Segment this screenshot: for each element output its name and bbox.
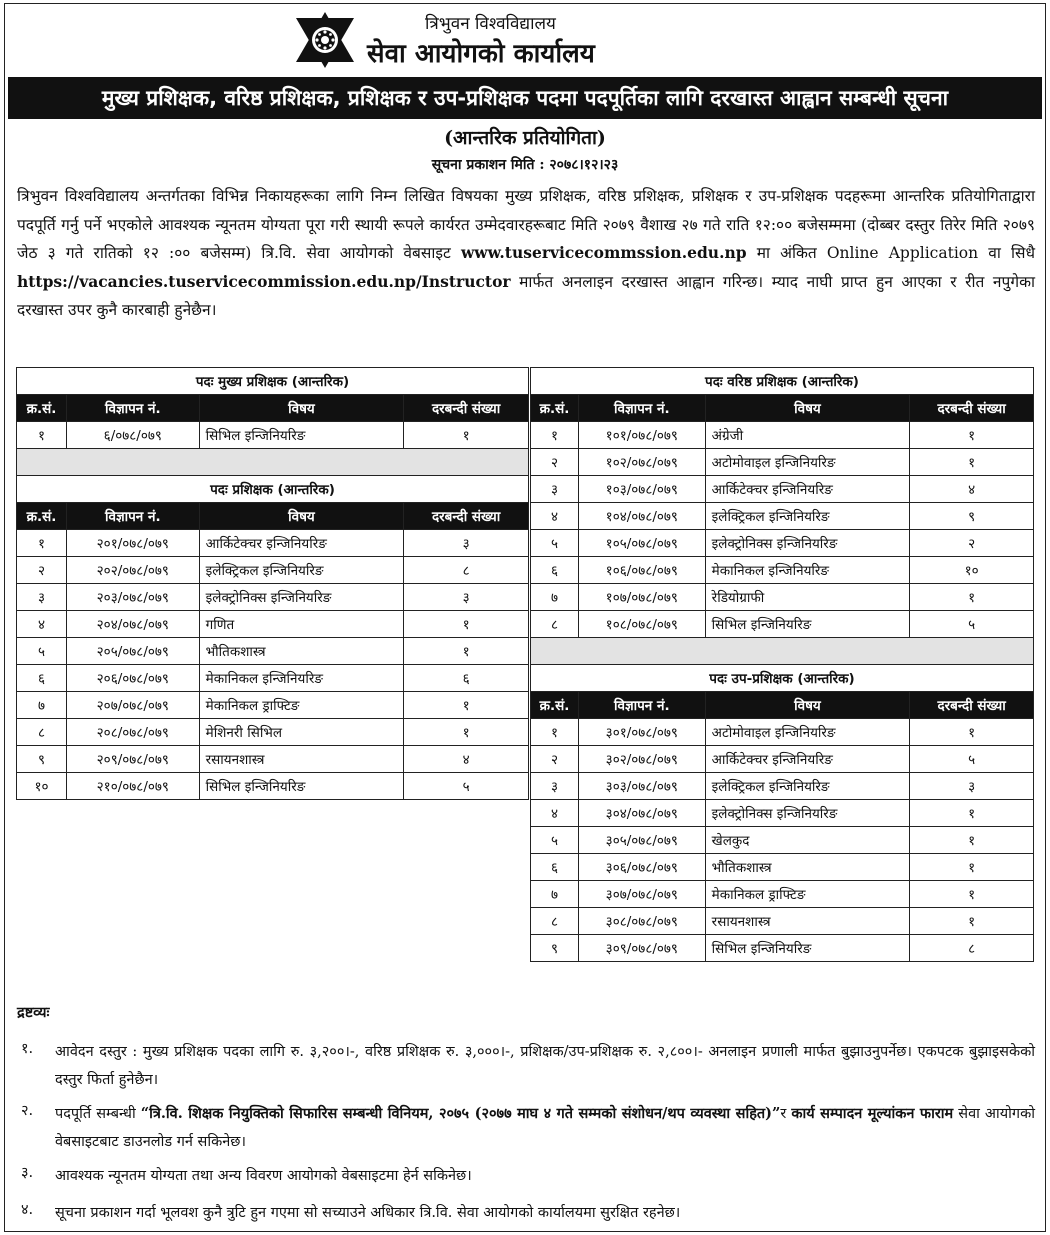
col-posts-header: दरबन्दी संख्या [910, 692, 1034, 719]
ad-number-cell: १०७/०७८/०७९ [578, 584, 705, 611]
table-row [531, 773, 1034, 800]
note-number: ४. [21, 1202, 34, 1218]
posts-cell: १ [404, 611, 529, 638]
table-row [17, 746, 529, 773]
posts-cell: ८ [404, 557, 529, 584]
ad-number-cell: ३०८/०७८/०७९ [578, 908, 705, 935]
col-posts-header: दरबन्दी संख्या [910, 395, 1034, 422]
table-row [531, 476, 1034, 503]
serial-cell: २ [17, 557, 67, 584]
table-row [531, 746, 1034, 773]
col-subject-header: विषय [199, 395, 404, 422]
serial-cell: २ [531, 449, 579, 476]
serial-cell: ९ [531, 935, 579, 962]
serial-cell: ३ [531, 476, 579, 503]
column-header-row [17, 503, 529, 530]
posts-cell: ३ [404, 530, 529, 557]
note-text [55, 1100, 1035, 1156]
ad-number-cell: ३०२/०७८/०७९ [578, 746, 705, 773]
serial-cell: ४ [17, 611, 67, 638]
serial-cell: ८ [17, 719, 67, 746]
serial-cell: ४ [531, 503, 579, 530]
col-posts-header: दरबन्दी संख्या [404, 503, 529, 530]
table-row [17, 638, 529, 665]
vacancy-link[interactable]: https://vacancies.tuservicecommission.edu.np/Instructor [17, 271, 511, 291]
subject-cell: इलेक्ट्रिकल इन्जिनियरिङ [705, 773, 910, 800]
col-serial-header: क्र.सं. [531, 395, 579, 422]
table-row [531, 584, 1034, 611]
subject-cell: इलेक्ट्रोनिक्स इन्जिनियरिङ [705, 530, 910, 557]
ad-number-cell: २०४/०७८/०७९ [66, 611, 199, 638]
intro-text-3: मार्फत अनलाइन दरखास्त आह्वान गरिन्छ। म्याद नाघी प्राप्त हुन आएका र रीत नपुगेका दरखास्त उपर कुनै कारबाही हुनेछैन। [17, 272, 1035, 320]
subject-cell: मेकानिकल इन्जिनियरिङ [199, 665, 404, 692]
subject-cell: आर्किटेक्चर इन्जिनियरिङ [199, 530, 404, 557]
ad-number-cell: ६/०७८/०७९ [66, 422, 199, 449]
table-row [531, 935, 1034, 962]
col-ad-number-header: विज्ञापन नं. [578, 395, 705, 422]
note-number: १. [21, 1041, 34, 1057]
publication-date: सूचना प्रकाशन मिति : २०७८।१२।२३ [431, 157, 619, 173]
subject-cell: अंग्रेजी [705, 422, 910, 449]
serial-cell: ३ [531, 773, 579, 800]
website-link[interactable]: www.tuservicecommssion.edu.np [460, 243, 747, 263]
serial-cell: २ [531, 746, 579, 773]
subject-cell: गणित [199, 611, 404, 638]
university-name: त्रिभुवन विश्वविद्यालय [425, 14, 556, 34]
posts-cell: १ [404, 719, 529, 746]
table-row [17, 665, 529, 692]
serial-cell: १० [17, 773, 67, 800]
table-row [531, 827, 1034, 854]
table-row [17, 557, 529, 584]
serial-cell: ३ [17, 584, 67, 611]
subject-cell: रेडियोग्राफी [705, 584, 910, 611]
ad-number-cell: २०७/०७८/०७९ [66, 692, 199, 719]
column-header-row [531, 395, 1034, 422]
col-ad-number-header: विज्ञापन नं. [66, 503, 199, 530]
serial-cell: १ [17, 422, 67, 449]
post-header-row [531, 368, 1034, 395]
col-subject-header: विषय [199, 503, 404, 530]
serial-cell: ७ [531, 584, 579, 611]
posts-cell: ३ [404, 584, 529, 611]
post-title: पदः प्रशिक्षक (आन्तरिक) [17, 476, 529, 503]
serial-cell: ४ [531, 800, 579, 827]
ad-number-cell: २०८/०७८/०७९ [66, 719, 199, 746]
col-ad-number-header: विज्ञापन नं. [66, 395, 199, 422]
note-number: ३. [21, 1165, 34, 1181]
subject-cell: सिभिल इन्जिनियरिङ [705, 935, 910, 962]
posts-cell: १ [910, 908, 1034, 935]
subject-cell: मेकानिकल इन्जिनियरिङ [705, 557, 910, 584]
ad-number-cell: ३०९/०७८/०७९ [578, 935, 705, 962]
posts-cell: १ [910, 854, 1034, 881]
posts-cell: ३ [910, 773, 1034, 800]
ad-number-cell: १०२/०७८/०७९ [578, 449, 705, 476]
subject-cell: मेशिनरी सिभिल [199, 719, 404, 746]
ad-number-cell: ३०१/०७८/०७९ [578, 719, 705, 746]
ad-number-cell: १०५/०७८/०७९ [578, 530, 705, 557]
col-serial-header: क्र.सं. [17, 395, 67, 422]
notice-page [4, 3, 1046, 1232]
subject-cell: इलेक्ट्रिकल इन्जिनियरिङ [705, 503, 910, 530]
col-subject-header: विषय [705, 395, 910, 422]
ad-number-cell: १०६/०७८/०७९ [578, 557, 705, 584]
subject-cell: मेकानिकल ड्राफ्टिङ [705, 881, 910, 908]
posts-cell: १ [910, 881, 1034, 908]
posts-cell: १ [910, 449, 1034, 476]
table-row [531, 881, 1034, 908]
table-row [531, 530, 1034, 557]
serial-cell: ९ [17, 746, 67, 773]
post-header-row [17, 368, 529, 395]
table-row [17, 530, 529, 557]
ad-number-cell: २०६/०७८/०७९ [66, 665, 199, 692]
table-row [531, 422, 1034, 449]
ad-number-cell: २०५/०७८/०७९ [66, 638, 199, 665]
ad-number-cell: ३०६/०७८/०७९ [578, 854, 705, 881]
table-row [17, 773, 529, 800]
ad-number-cell: ३०७/०७८/०७९ [578, 881, 705, 908]
ad-number-cell: २०९/०७८/०७९ [66, 746, 199, 773]
notes-heading: द्रष्टव्यः [17, 1004, 50, 1021]
col-ad-number-header: विज्ञापन नं. [578, 692, 705, 719]
serial-cell: ५ [17, 638, 67, 665]
separator-row [17, 449, 529, 476]
notes-section [17, 1002, 1037, 1221]
subject-cell: इलेक्ट्रिकल इन्जिनियरिङ [199, 557, 404, 584]
ad-number-cell: ३०५/०७८/०७९ [578, 827, 705, 854]
serial-cell: १ [531, 719, 579, 746]
ad-number-cell: १०४/०७८/०७९ [578, 503, 705, 530]
note-text: आवश्यक न्यूनतम योग्यता तथा अन्य विवरण आयोगको वेबसाइटमा हेर्न सकिनेछ। [55, 1168, 472, 1184]
office-name: सेवा आयोगको कार्यालय [367, 39, 595, 69]
table-row [531, 611, 1034, 638]
subject-cell: इलेक्ट्रोनिक्स इन्जिनियरिङ [199, 584, 404, 611]
note-2-text-c: र [780, 1106, 792, 1122]
subject-cell: भौतिकशास्त्र [199, 638, 404, 665]
post-title: पदः उप-प्रशिक्षक (आन्तरिक) [531, 665, 1034, 692]
evaluation-form-title: कार्य सम्पादन मूल्यांकन फाराम [791, 1105, 954, 1122]
right-vacancy-table [530, 367, 1034, 962]
posts-cell: ६ [404, 665, 529, 692]
subject-cell: सिभिल इन्जिनियरिङ [705, 611, 910, 638]
serial-cell: १ [531, 422, 579, 449]
serial-cell: ७ [531, 881, 579, 908]
table-row [531, 449, 1034, 476]
regulation-title: “त्रि.वि. शिक्षक नियुक्तिको सिफारिस सम्बन्धी विनियम, २०७५ (२०७७ माघ ४ गते सम्मको संशोधन/थप व्यवस्था सहित)” [140, 1105, 781, 1122]
posts-cell: ५ [404, 773, 529, 800]
post-title: पदः वरिष्ठ प्रशिक्षक (आन्तरिक) [531, 368, 1034, 395]
separator-cell [531, 638, 1034, 665]
posts-cell: ९ [910, 503, 1034, 530]
note-text: आवेदन दस्तुर : मुख्य प्रशिक्षक पदका लागि रु. ३,२००।-, वरिष्ठ प्रशिक्षक रु. ३,०००।-, प्रशिक्षक/उप-प्रशिक्षक रु. २,८००।- अनलाइन प्रणाली मार्फत बुझाउनुपर्नेछ। एकपटक बुझाइसकेको दस्तुर फिर्ता हुनेछैन। [55, 1044, 1035, 1088]
intro-text-2: मा अंकित Online Application वा सिधै [746, 244, 1036, 263]
table-row [17, 692, 529, 719]
ad-number-cell: १०८/०७८/०७९ [578, 611, 705, 638]
posts-cell: ४ [404, 746, 529, 773]
posts-cell: १ [910, 719, 1034, 746]
post-header-row [531, 665, 1034, 692]
serial-cell: ६ [531, 557, 579, 584]
ad-number-cell: २०२/०७८/०७९ [66, 557, 199, 584]
subject-cell: अटोमोवाइल इन्जिनियरिङ [705, 719, 910, 746]
posts-cell: ५ [910, 611, 1034, 638]
col-posts-header: दरबन्दी संख्या [404, 395, 529, 422]
ad-number-cell: ३०४/०७८/०७९ [578, 800, 705, 827]
serial-cell: ५ [531, 827, 579, 854]
ad-number-cell: १०१/०७८/०७९ [578, 422, 705, 449]
column-header-row [531, 692, 1034, 719]
serial-cell: १ [17, 530, 67, 557]
posts-cell: १ [910, 800, 1034, 827]
ad-number-cell: ३०३/०७८/०७९ [578, 773, 705, 800]
column-header-row [17, 395, 529, 422]
subject-cell: मेकानिकल ड्राफ्टिङ [199, 692, 404, 719]
subject-cell: आर्किटेक्चर इन्जिनियरिङ [705, 476, 910, 503]
intro-text-1: त्रिभुवन विश्वविद्यालय अन्तर्गतका विभिन्न निकायहरूका लागि निम्न लिखित विषयका मुख्य प्रशिक्षक, वरिष्ठ प्रशिक्षक, प्रशिक्षक र उप-प्रशिक्षक पदहरूमा आन्तरिक प्रतियोगिताद्वारा पदपूर्ति गर्नु पर्ने भएकोले आवश्यक न्यूनतम योग्यता पूरा गरी स्थायी रूपले कार्यरत उम्मेदवारहरूबाट मिति २०७९ वैशाख २७ गते राति १२:०० बजेसम्ममा (दोब्बर दस्तुर तिरेर मिति २०७९ जेठ ३ गते रातिको १२ :०० बजेसम्म) त्रि.वि. सेवा आयोगको वेबसाइट [17, 187, 1035, 263]
ad-number-cell: १०३/०७८/०७९ [578, 476, 705, 503]
ad-number-cell: २१०/०७८/०७९ [66, 773, 199, 800]
posts-cell: १ [404, 638, 529, 665]
table-row [531, 800, 1034, 827]
separator-row [531, 638, 1034, 665]
subject-cell: रसायनशास्त्र [705, 908, 910, 935]
intro-paragraph [17, 182, 1035, 325]
serial-cell: ६ [17, 665, 67, 692]
subject-cell: अटोमोवाइल इन्जिनियरिङ [705, 449, 910, 476]
subject-cell: इलेक्ट्रोनिक्स इन्जिनियरिङ [705, 800, 910, 827]
table-row [531, 854, 1034, 881]
serial-cell: ५ [531, 530, 579, 557]
note-2-text-a: पदपूर्ति सम्बन्धी [55, 1106, 141, 1122]
serial-cell: ६ [531, 854, 579, 881]
posts-cell: १ [910, 422, 1034, 449]
left-vacancy-table [16, 367, 529, 800]
header [5, 4, 1045, 74]
posts-cell: १ [910, 827, 1034, 854]
posts-cell: ५ [910, 746, 1034, 773]
table-row [531, 908, 1034, 935]
posts-cell: ४ [910, 476, 1034, 503]
notice-title: मुख्य प्रशिक्षक, वरिष्ठ प्रशिक्षक, प्रशिक्षक र उप-प्रशिक्षक पदमा पदपूर्तिका लागि दरखास्त आह्वान सम्बन्धी सूचना [8, 77, 1042, 119]
posts-cell: २ [910, 530, 1034, 557]
posts-cell: ८ [910, 935, 1034, 962]
table-row [17, 611, 529, 638]
table-row [17, 422, 529, 449]
serial-cell: ८ [531, 908, 579, 935]
posts-cell: १ [404, 422, 529, 449]
note-number: २. [21, 1103, 34, 1119]
serial-cell: ७ [17, 692, 67, 719]
subject-cell: रसायनशास्त्र [199, 746, 404, 773]
subject-cell: सिभिल इन्जिनियरिङ [199, 422, 404, 449]
ad-number-cell: २०३/०७८/०७९ [66, 584, 199, 611]
table-row [531, 557, 1034, 584]
separator-cell [17, 449, 529, 476]
notice-subtitle: (आन्तरिक प्रतियोगिता) [444, 127, 606, 149]
subject-cell: सिभिल इन्जिनियरिङ [199, 773, 404, 800]
tu-emblem-icon [294, 10, 356, 70]
table-row [531, 719, 1034, 746]
subject-cell: खेलकुद [705, 827, 910, 854]
table-row [17, 584, 529, 611]
subject-cell: भौतिकशास्त्र [705, 854, 910, 881]
table-row [17, 719, 529, 746]
post-title: पदः मुख्य प्रशिक्षक (आन्तरिक) [17, 368, 529, 395]
serial-cell: ८ [531, 611, 579, 638]
ad-number-cell: २०१/०७८/०७९ [66, 530, 199, 557]
posts-cell: १ [404, 692, 529, 719]
post-header-row [17, 476, 529, 503]
posts-cell: १ [910, 584, 1034, 611]
col-serial-header: क्र.सं. [531, 692, 579, 719]
note-text: सूचना प्रकाशन गर्दा भूलवश कुनै त्रुटि हुन गएमा सो सच्याउने अधिकार त्रि.वि. सेवा आयोगको कार्यालयमा सुरक्षित रहनेछ। [55, 1205, 681, 1221]
table-row [531, 503, 1034, 530]
col-serial-header: क्र.सं. [17, 503, 67, 530]
subject-cell: आर्किटेक्चर इन्जिनियरिङ [705, 746, 910, 773]
col-subject-header: विषय [705, 692, 910, 719]
note-2-text-e: सेवा आयोगको वेबसाइटबाट डाउनलोड गर्न सकिनेछ। [55, 1106, 1035, 1150]
posts-cell: १० [910, 557, 1034, 584]
